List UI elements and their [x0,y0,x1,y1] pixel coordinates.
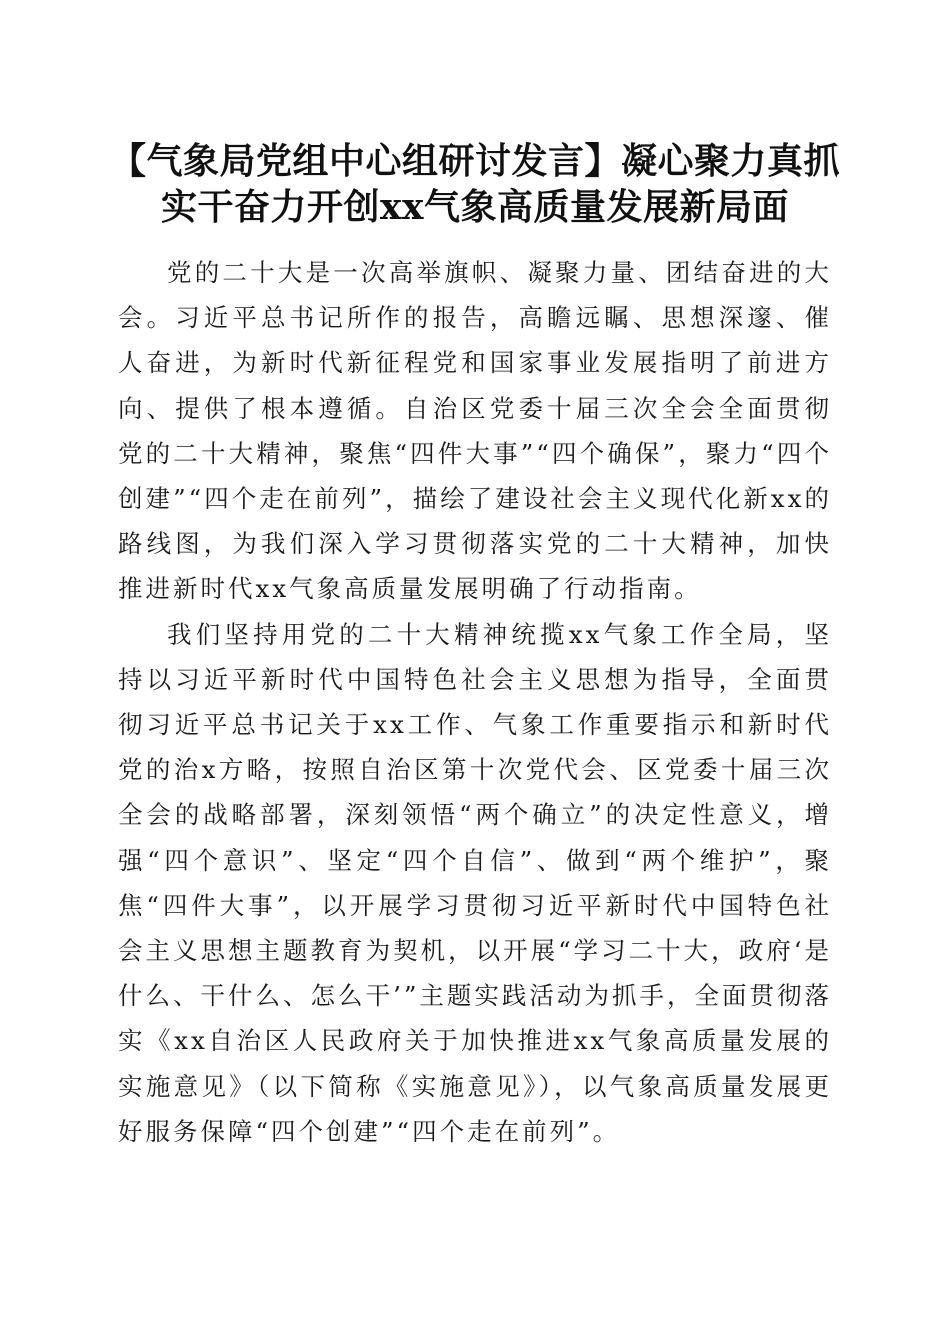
paragraph-1: 党的二十大是一次高举旗帜、凝聚力量、团结奋进的大会。习近平总书记所作的报告，高瞻远瞩、思想深邃、催人奋进，为新时代新征程党和国家事业发展指明了前进方向、提供了根本遵循。自治区党委十届三次全会全面贯彻党的二十大精神，聚焦“四件大事”“四个确保”，聚力“四个创建”“四个走在前列”，描绘了建设社会主义现代化新xx的路线图，为我们深入学习贯彻落实党的二十大精神，加快推进新时代xx气象高质量发展明确了行动指南。 [118,258,832,604]
document-body [118,250,832,1154]
document-title: 【气象局党组中心组研讨发言】凝心聚力真抓实干奋力开创xx气象高质量发展新局面 [109,140,840,228]
paragraph-2: 我们坚持用党的二十大精神统揽xx气象工作全局，坚持以习近平新时代中国特色社会主义思想为指导，全面贯彻习近平总书记关于xx工作、气象工作重要指示和新时代党的治x方略，按照自治区第十次党代会、区党委十届三次全会的战略部署，深刻领悟“两个确立”的决定性意义，增强“四个意识”、坚定“四个自信”、做到“两个维护”，聚焦“四件大事”，以开展学习贯彻习近平新时代中国特色社会主义思想主题教育为契机，以开展“学习二十大，政府‘是什么、干什么、怎么干’”主题实践活动为抓手，全面贯彻落实《xx自治区人民政府关于加快推进xx气象高质量发展的实施意见》（以下简称《实施意见》），以气象高质量发展更好服务保障“四个创建”“四个走在前列”。 [118,619,832,1146]
